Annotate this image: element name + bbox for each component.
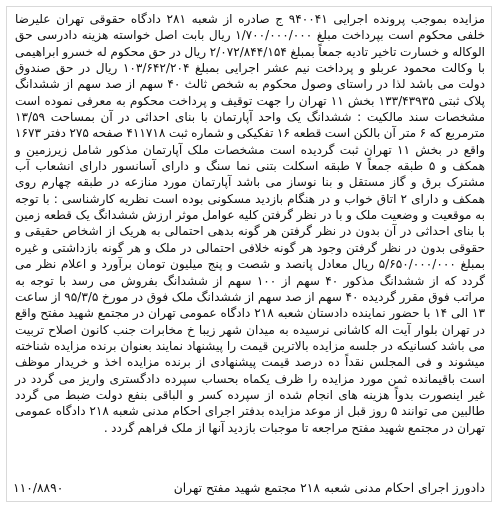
auction-notice: [6, 6, 492, 502]
notice-footer: [13, 479, 485, 497]
footer-code: ۱۱۰/۸۸۹۰: [13, 481, 64, 495]
notice-body: مزایده بموجب پرونده اجرایی ۹۴۰۰۴۱ ج صادره از شعبه ۲۸۱ دادگاه حقوقی تهران علیرضا خلفی محکوم است بپرداخت مبلغ ۱/۷۰۰/۰۰۰/۰۰۰ ریال بابت اصل خواسته هزینه دادرسی حق الوکاله و خسارت تاخیر تادیه جمعاً بمبلغ ۲/۰۷۲/۸۴۴/۱۵۴ ریال در حق محکوم له خسرو ابراهیمی با وکالت محمود عربلو و پرداخت نیم عشر اجرایی بمبلغ ۱۰۳/۶۴۲/۲۰۴ ریال در حق صندوق دولت می باشد لذا در راستای وصول محکوم به شخص ثالث ۴۰ سهم از صد سهم از ششدانگ پلاک ثبتی ۱۳۳/۴۳۹۳۵ بخش ۱۱ تهران را جهت توقیف و پرداخت محکوم به معرفی نموده است مشخصات سند مالکیت : ششدانگ یک واحد آپارتمان با بنای احداثی در آن بمساحت ۱۳/۵۹ مترمربع که ۶ متر آن بالکن است قطعه ۱۶ تفکیکی و شماره ثبت ۴۱۱۷۱۸ صفحه ۲۷۵ دفتر ۱۶۷۳ واقع در بخش ۱۱ تهران ثبت گردیده است مشخصات ملک آپارتمان مذکور شامل زیرزمین و همکف و ۵ طبقه جمعاً ۷ طبقه اسکلت بتنی نما سنگ و دارای آسانسور دارای انشعاب آب مشترک برق و گاز مستقل و بنا نوساز می باشد آپارتمان مورد منازعه در طبقه چهارم روی همکف و دارای ۲ اتاق خواب و در هنگام بازدید مسکونی بوده است نظریه کارشناسی : با توجه به موقعیت و وضعیت ملک و با در نظر گرفتن کلیه عوامل موثر ارزش ششدانگ یک قطعه زمین با بنای احداثی در آن بدون در نظر گرفتن هر گونه بدهی احتمالی به هریک از اشخاص حقیقی و حقوقی بدون در نظر گرفتن وجود هر گونه خلافی احتمالی در ملک و هر گونه بازداشتی و غیره بمبلغ ۵/۶۵۰/۰۰۰/۰۰۰ ریال معادل پانصد و شصت و پنج میلیون تومان برآورد و اعلام نظر می گردد که از ششدانگ مذکور ۴۰ سهم از ۱۰۰ سهم از ششدانگ بفروش می رسد با توجه به مراتب فوق مقرر گردیده ۴۰ سهم از صد سهم از ششدانگ ملک فوق در مورخ ۹۵/۳/۵ از ساعت ۱۳ الی ۱۴ با حضور نماینده دادستان شعبه ۲۱۸ دادگاه عمومی تهران در مجتمع شهید مفتح واقع در تهران بلوار آیت اله کاشانی نرسیده به میدان شهر زیبا خ مخابرات جنب کانون اصلاح تربیت می باشد کسانیکه در جلسه مزایده بالاترین قیمت را پیشنهاد نمایند بعنوان برنده مزایده شناخته میشوند و فی المجلس نقداً ده درصد قیمت پیشنهادی از برنده مزایده اخذ و خریدار موظف است باقیمانده ثمن مورد مزایده را ظرف یکماه بحساب سپرده دادگستری واریز می گردد در غیر اینصورت بدواً هزینه های انجام شده از سپرده کسر و الباقی بنفع دولت ضبط می گردد طالبین می توانند ۵ روز قبل از موعد مزایده بدفتر اجرای احکام مدنی شعبه ۲۱۸ دادگاه عمومی تهران در مجتمع شهید مفتح مراجعه تا موجبات بازدید آنها از ملک فراهم گردد .: [15, 12, 486, 435]
footer-office: دادورز اجرای احکام مدنی شعبه ۲۱۸ مجتمع شهید مفتح تهران: [173, 481, 485, 495]
